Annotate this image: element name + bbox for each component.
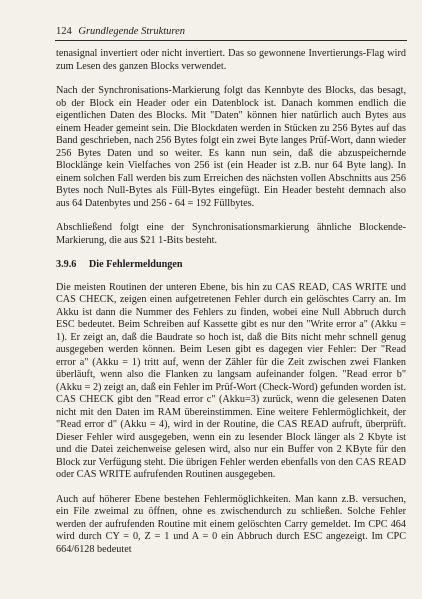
paragraph: Auch auf höherer Ebene bestehen Fehlermöglichkeiten. Man kann z.B. versuchen, ein File zweimal zu öffnen, ohne es zwischendurch zu schließen. Solche Fehler werden der aufrufenden Routine mit einem gelöschten Carry gemeldet. Im CPC 464 wird durch CY = 0, Z = 1 und A = 0 ein Abbruch durch ESC angezeigt. Im CPC 664/6128 bedeutet bbox=[56, 493, 406, 555]
section-heading bbox=[56, 259, 406, 272]
section-number: 3.9.6 bbox=[56, 259, 77, 270]
paragraph: Die meisten Routinen der unteren Ebene, bis hin zu CAS READ, CAS WRITE und CAS CHECK, zeigen einen aufgetretenen Fehler durch ein gelöschtes Carry an. Im Akku ist dann die Nummer des Fehlers zu finden, wobei eine Null Abbruch durch ESC bedeutet. Beim Schreiben auf Kassette gibt es nur den "Write error a" (Akku = 1). Er zeigt an, daß die Baudrate so hoch ist, daß die Bits nicht mehr schnell genug ausgegeben werden können. Beim Lesen gibt es dagegen vier Fehler: Der "Read error a" (Akku = 1) tritt auf, wenn der Zähler für die Zeit zwischen zwei Flanken überläuft, wenn also die Flanken zu langsam aufeinander folgen. "Read error b" (Akku = 2) zeigt an, daß ein Fehler im Prüf-Wort (Check-Word) gefunden worden ist. CAS CHECK gibt den "Read error c" (Akku=3) zurück, wenn die gelesenen Daten nicht mit den Daten im RAM übereinstimmen. Eine weitere Fehlermöglichkeit, der "Read error d" (Akku = 4), wird in der Routine, die CAS READ aufruft, überprüft. Dieser Fehler wird ausgegeben, wenn ein zu lesender Block länger als 2 Kbyte ist und die Datei zeichenweise gelesen wird, also nur ein Buffer von 2 KByte für den Block zur Verfügung steht. Die übrigen Fehler werden ebenfalls von den CAS READ oder CAS WRITE aufrufenden Routinen ausgegeben. bbox=[56, 281, 406, 480]
paragraph: tenasignal invertiert oder nicht invertiert. Das so gewonnene Invertierungs-Flag wird zum Lesen des ganzen Blocks verwendet. bbox=[56, 48, 406, 72]
body-text bbox=[56, 48, 406, 568]
paragraph: Nach der Synchronisations-Markierung folgt das Kennbyte des Blocks, das besagt, ob der Block ein Header oder ein Datenblock ist. Danach kommen endlich die eigentlichen Daten des Blocks. Mit "Daten" können hier natürlich auch Bytes aus einem Header gemeint sein. Die Blockdaten werden in Stücken zu 256 Bytes auf das Band geschrieben, nach 256 Bytes folgt ein zwei Byte langes Prüf-Wort, dann wieder 256 Bytes Daten und so weiter. Es kann nun sein, daß die abzuspeichernde Blocklänge kein Vielfaches von 256 ist (ein Header ist z.B. nur 64 Byte lang). In einem solchen Fall werden bis zum Erreichen des nächsten vollen Abschnitts aus 256 Bytes noch Null-Bytes als Füll-Bytes eingefügt. Ein Header besteht demnach also aus 64 Datenbytes und 256 - 64 = 192 Füllbytes. bbox=[56, 85, 406, 209]
header-rule bbox=[55, 40, 407, 41]
section-title: Die Fehlermeldungen bbox=[88, 259, 183, 270]
page-number: 124 bbox=[56, 26, 72, 37]
paragraph: Abschließend folgt eine der Synchronisationsmarkierung ähnliche Blockende-Markierung, die aus $21 1-Bits besteht. bbox=[56, 222, 406, 246]
running-title: Grundlegende Strukturen bbox=[78, 26, 186, 37]
